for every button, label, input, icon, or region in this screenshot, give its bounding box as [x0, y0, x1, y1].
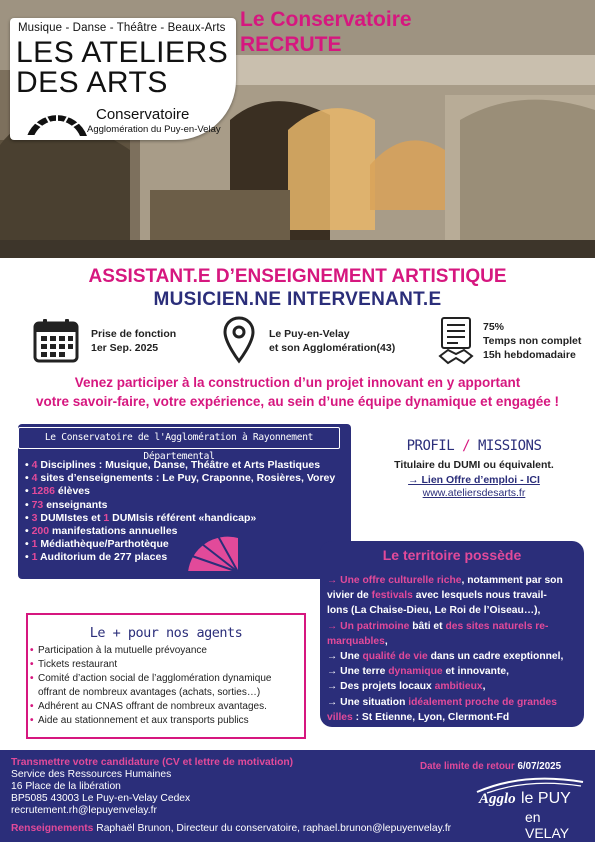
logo-fan-icon: [22, 98, 92, 138]
logo-conservatoire: Conservatoire: [96, 106, 190, 123]
list-item: • 4 Disciplines : Musique, Danse, Théâtre et Arts Plastiques: [25, 459, 321, 471]
logo-des-arts: DES ARTS: [16, 66, 168, 99]
list-item: • 4 sites d’enseignements : Le Puy, Craponne, Rosières, Vorey: [25, 472, 336, 485]
territoire-line: → Une terre dynamique et innovante,: [327, 666, 509, 678]
pitch-line1: Venez participer à la construction d’un projet innovant en y apportant: [74, 375, 521, 390]
territoire-line: → Une qualité de vie dans un cadre exeptionnel,: [327, 651, 564, 663]
territoire-line: vivier de festivals avec lesquels nous travail-: [327, 590, 547, 602]
recruitment-email[interactable]: recrutement.rh@lepuyenvelay.fr: [11, 805, 157, 816]
agents-title: Le + pour nos agents: [89, 625, 243, 641]
list-item: • 1286 élèves: [25, 485, 90, 498]
territoire-title: Le territoire possède: [382, 547, 522, 563]
time-hours: 15h hebdomadaire: [483, 349, 576, 361]
time-percent: 75%: [483, 321, 505, 333]
website-link[interactable]: www.ateliersdesarts.fr: [422, 487, 526, 499]
start-date-label: Prise de fonction: [91, 328, 177, 340]
list-item: • Tickets restaurant: [30, 658, 302, 672]
agglo-le-puy: le PUY: [521, 790, 571, 807]
location-city: Le Puy-en-Velay: [269, 328, 350, 340]
contract-handshake-icon: [436, 316, 476, 366]
list-item: • 1 Médiathèque/Parthotèque: [25, 538, 169, 551]
calendar-icon: [33, 318, 79, 364]
location-area: et son Agglomération(43): [269, 342, 396, 354]
start-date-info: [91, 327, 176, 355]
recruit-title-line1: Le Conservatoire: [240, 8, 412, 31]
recruit-title-line2: RECRUTE: [240, 33, 342, 56]
territoire-line: marquables,: [327, 635, 388, 647]
logo-les-ateliers: LES ATELIERS: [16, 36, 229, 69]
time-info: [483, 320, 581, 362]
list-item: • Comité d’action social de l’agglomération dynamique offrant de nombreux avantages (achats, sorties…): [30, 672, 302, 700]
territoire-line: → Une situation idéalement proche de grandes: [327, 696, 558, 708]
list-item: • 1 Auditorium de 277 places: [25, 551, 168, 564]
territoire-line: → Des projets locaux ambitieux,: [327, 681, 486, 693]
list-item: • 3 DUMIstes et 1 DUMIsis référent «handicap»: [25, 511, 257, 524]
profil-missions-title: PROFIL / MISSIONS: [406, 438, 542, 454]
deadline: Date limite de retour 6/07/2025: [420, 761, 562, 772]
time-type: Temps non complet: [483, 335, 582, 347]
contact-info: Renseignements Raphaël Brunon, Directeur du conservatoire, raphael.brunon@lepuyenvelay.fr: [11, 823, 452, 834]
list-item: • Adhérent au CNAS offrant de nombreux avantages.: [30, 700, 302, 714]
territoire-line: villes : St Etienne, Lyon, Clermont-Fd: [327, 711, 510, 723]
profil-requirement: Titulaire du DUMI ou équivalent.: [394, 459, 554, 471]
logo-disciplines: Musique - Danse - Théâtre - Beaux-Arts: [18, 22, 226, 34]
list-item: • Aide au stationnement et aux transports publics: [30, 714, 302, 728]
location-info: [269, 327, 395, 355]
agents-list: [30, 644, 302, 728]
location-pin-icon: [223, 316, 255, 364]
list-item: • Participation à la mutuelle prévoyance: [30, 644, 302, 658]
address-line2: 16 Place de la libération: [11, 781, 121, 792]
pitch-line2: votre savoir-faire, votre expérience, au sein d’une équipe dynamique et engagée !: [36, 394, 559, 409]
territoire-line: → Une offre culturelle riche, notamment par son: [327, 575, 563, 586]
conservatoire-list: [25, 459, 335, 565]
pitch-text: [0, 373, 595, 411]
agglo-le-puy-logo: [473, 776, 585, 841]
list-item: • 73 enseignants: [25, 498, 108, 511]
start-date-value: 1er Sep. 2025: [91, 342, 159, 354]
address-line1: Service des Ressources Humaines: [11, 769, 172, 780]
apply-instructions: Transmettre votre candidature (CV et lettre de motivation): [11, 757, 294, 768]
address-line3: BP5085 43003 Le Puy-en-Velay Cedex: [11, 793, 191, 804]
list-item: • 200 manifestations annuelles: [25, 525, 178, 538]
job-offer-link[interactable]: → Lien Offre d’emploi - ICI: [408, 474, 540, 486]
conservatoire-heading: Le Conservatoire de l'Agglomération à Rayonnement Départemental: [18, 427, 340, 449]
job-title-secondary: MUSICIEN.NE INTERVENANT.E: [153, 289, 442, 310]
job-title-primary: ASSISTANT.E D’ENSEIGNEMENT ARTISTIQUE: [88, 266, 507, 287]
ateliers-des-arts-logo: [10, 18, 236, 140]
territoire-list: [327, 573, 580, 725]
territoire-line: lons (La Chaise-Dieu, Le Roi de l’Oiseau…),: [327, 605, 541, 617]
agglo-en-velay: en VELAY: [525, 809, 570, 841]
agglo-word: Agglo: [479, 791, 516, 807]
territoire-line: → Un patrimoine bâti et des sites naturels re-: [327, 620, 549, 632]
logo-agglomeration: Agglomération du Puy-en-Velay: [87, 124, 221, 135]
